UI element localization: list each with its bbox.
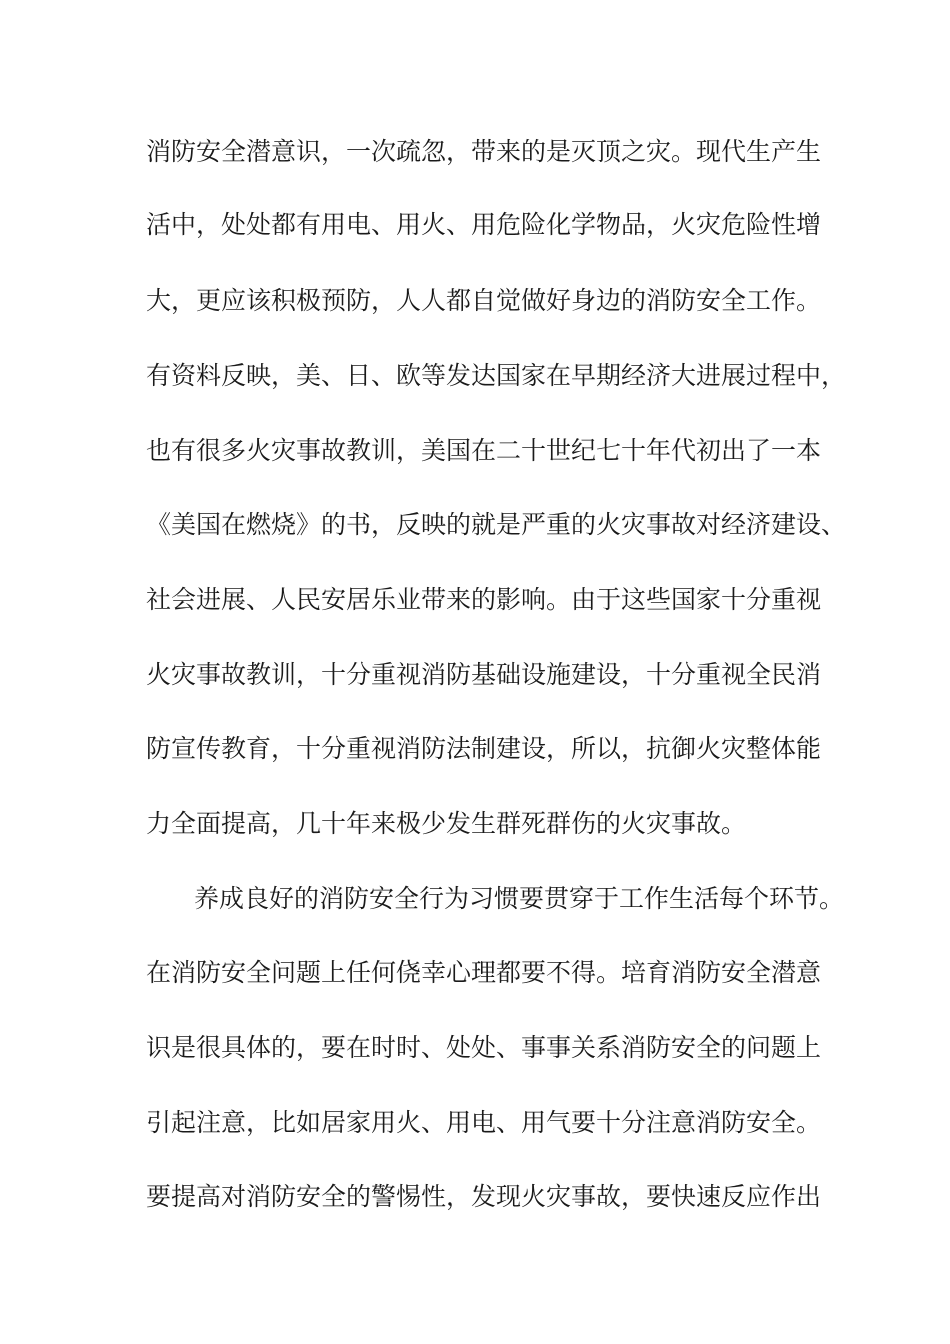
text-line: 大，更应该积极预防，人人都自觉做好身边的消防安全工作。 xyxy=(146,286,822,315)
text-line: 力全面提高，几十年来极少发生群死群伤的火灾事故。 xyxy=(146,809,747,838)
paragraph-first-line: 养成良好的消防安全行为习惯要贯穿于工作生活每个环节。 xyxy=(194,884,845,913)
text-line: 社会进展、人民安居乐业带来的影响。由于这些国家十分重视 xyxy=(146,585,822,614)
text-line: 火灾事故教训，十分重视消防基础设施建设，十分重视全民消 xyxy=(146,660,822,689)
text-line: 要提高对消防安全的警惕性，发现火灾事故，要快速反应作出 xyxy=(146,1182,822,1211)
text-line: 在消防安全问题上任何侥幸心理都要不得。培育消防安全潜意 xyxy=(146,958,822,987)
text-line: 活中，处处都有用电、用火、用危险化学物品，火灾危险性增 xyxy=(146,210,822,239)
text-line: 引起注意，比如居家用火、用电、用气要十分注意消防安全。 xyxy=(146,1108,822,1137)
text-line: 识是很具体的，要在时时、处处、事事关系消防安全的问题上 xyxy=(146,1033,822,1062)
text-line: 也有很多火灾事故教训，美国在二十世纪七十年代初出了一本 xyxy=(146,436,822,465)
text-line: 防宣传教育，十分重视消防法制建设，所以，抗御火灾整体能 xyxy=(146,734,822,763)
text-line: 消防安全潜意识，一次疏忽，带来的是灭顶之灾。现代生产生 xyxy=(146,137,822,166)
text-line: 《美国在燃烧》的书，反映的就是严重的火灾事故对经济建设、 xyxy=(146,510,847,539)
text-line: 有资料反映，美、日、欧等发达国家在早期经济大进展过程中， xyxy=(146,361,847,390)
